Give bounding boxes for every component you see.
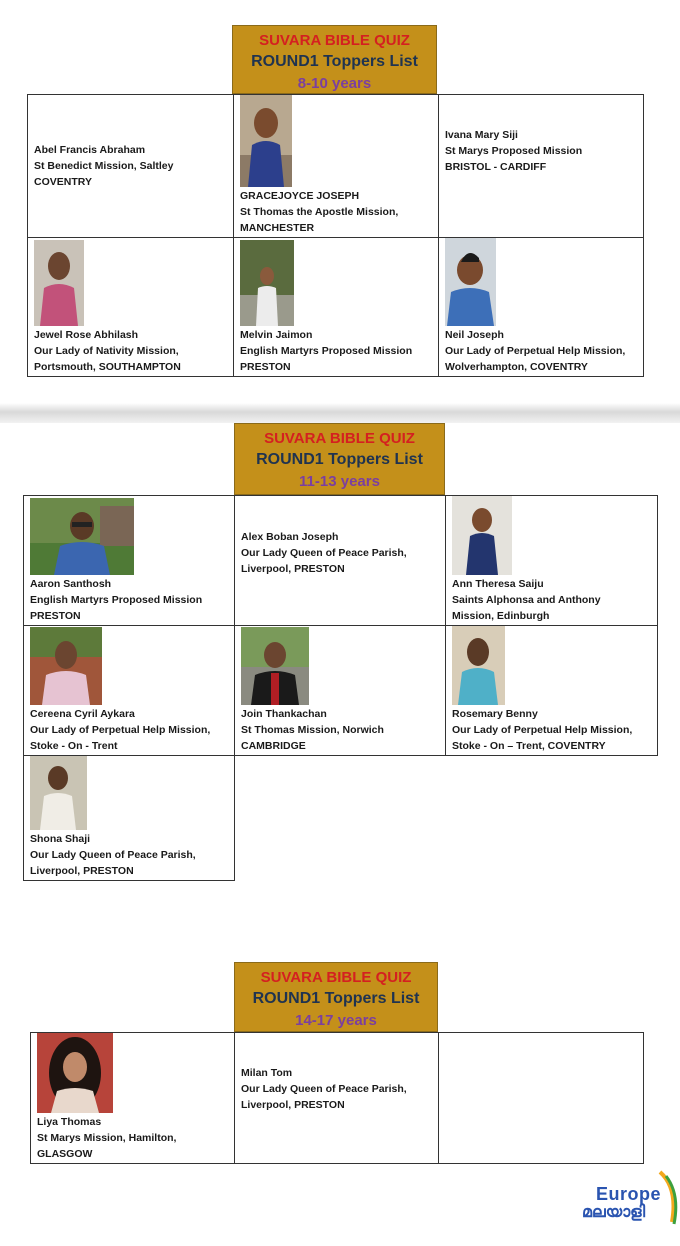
topper-name: Jewel Rose Abhilash: [34, 329, 139, 341]
topper-mission: Our Lady Queen of Peace Parish,: [241, 1083, 407, 1095]
europe-malayali-logo: [578, 1168, 680, 1230]
topper-cell: [234, 238, 439, 377]
topper-mission: St Marys Mission, Hamilton,: [37, 1132, 177, 1144]
toppers-table-11-13: [23, 495, 658, 881]
topper-name: Shona Shaji: [30, 833, 91, 845]
topper-location: Liverpool, PRESTON: [241, 563, 345, 575]
topper-name: Ann Theresa Saiju: [452, 578, 544, 590]
section-divider: [0, 403, 680, 423]
topper-location: BRISTOL - CARDIFF: [445, 161, 547, 173]
empty-cell: [439, 1033, 644, 1164]
topper-cell: [28, 238, 234, 377]
age-group: 14-17 years: [295, 1012, 377, 1029]
topper-mission: St Thomas Mission, Norwich: [241, 724, 384, 736]
section-header-14-17: [234, 962, 438, 1032]
topper-location: Stoke - On - Trent: [30, 740, 118, 752]
topper-cell: [446, 626, 658, 756]
topper-location: Portsmouth, SOUTHAMPTON: [34, 361, 181, 373]
topper-mission: English Martyrs Proposed Mission: [240, 345, 413, 357]
topper-name: GRACEJOYCE JOSEPH: [240, 190, 360, 202]
topper-cell: [235, 626, 446, 756]
topper-location: Liverpool, PRESTON: [241, 1099, 345, 1111]
topper-mission: Our Lady of Perpetual Help Mission,: [452, 724, 633, 736]
topper-mission: Our Lady of Nativity Mission,: [34, 345, 179, 357]
section-header-8-10: [232, 25, 437, 94]
topper-name: Alex Boban Joseph: [241, 531, 339, 543]
topper-name: Milan Tom: [241, 1067, 293, 1079]
topper-mission: Saints Alphonsa and Anthony: [452, 594, 601, 606]
round-subtitle: ROUND1 Toppers List: [256, 451, 423, 468]
topper-location: GLASGOW: [37, 1148, 93, 1160]
empty-cell: [235, 756, 446, 881]
section-header-11-13: [234, 423, 445, 495]
topper-name: Liya Thomas: [37, 1116, 102, 1128]
quiz-title: SUVARA BIBLE QUIZ: [264, 430, 415, 447]
topper-location: PRESTON: [240, 361, 291, 373]
topper-location: PRESTON: [30, 610, 81, 622]
empty-cell: [446, 756, 658, 881]
topper-mission: English Martyrs Proposed Mission: [30, 594, 203, 606]
topper-mission: Our Lady Queen of Peace Parish,: [30, 849, 196, 861]
topper-photo: [34, 240, 84, 326]
quiz-title: SUVARA BIBLE QUIZ: [259, 32, 410, 49]
topper-photo: [241, 627, 309, 705]
age-group: 11-13 years: [299, 473, 380, 490]
round-subtitle: ROUND1 Toppers List: [252, 990, 420, 1007]
topper-location: Stoke - On – Trent, COVENTRY: [452, 740, 606, 752]
round-subtitle: ROUND1 Toppers List: [251, 53, 418, 70]
topper-mission: St Thomas the Apostle Mission,: [240, 206, 399, 218]
topper-name: Cereena Cyril Aykara: [30, 708, 135, 720]
topper-mission: St Marys Proposed Mission: [445, 145, 583, 157]
topper-cell: [24, 756, 235, 881]
topper-location: Liverpool, PRESTON: [30, 865, 134, 877]
topper-photo: [452, 496, 512, 575]
topper-cell: [24, 626, 235, 756]
topper-name: Join Thankachan: [241, 708, 327, 720]
logo-script: മലയാളി: [582, 1204, 646, 1221]
topper-photo: [445, 238, 496, 326]
logo-word: Europe: [596, 1184, 662, 1204]
topper-cell: [234, 95, 439, 238]
topper-photo: [240, 95, 292, 187]
topper-name: Abel Francis Abraham: [34, 143, 146, 156]
topper-cell: [439, 95, 644, 238]
topper-mission: Our Lady Queen of Peace Parish,: [241, 547, 407, 559]
topper-name: Neil Joseph: [445, 329, 504, 341]
topper-location: COVENTRY: [34, 175, 92, 188]
topper-photo: [30, 756, 87, 830]
topper-name: Ivana Mary Siji: [445, 129, 518, 141]
topper-name: Aaron Santhosh: [30, 578, 112, 590]
topper-photo: [452, 626, 505, 705]
topper-mission: Our Lady of Perpetual Help Mission,: [30, 724, 211, 736]
topper-location: MANCHESTER: [240, 222, 315, 234]
topper-location: Wolverhampton, COVENTRY: [445, 361, 588, 373]
topper-mission: St Benedict Mission, Saltley: [34, 159, 174, 172]
toppers-table-14-17: [30, 1032, 644, 1164]
topper-mission: Our Lady of Perpetual Help Mission,: [445, 345, 626, 357]
topper-location: Mission, Edinburgh: [452, 610, 550, 622]
topper-cell: [446, 496, 658, 626]
topper-photo: [30, 627, 102, 705]
topper-cell: [439, 238, 644, 377]
toppers-table-8-10: [27, 94, 644, 377]
topper-name: Melvin Jaimon: [240, 329, 313, 341]
topper-photo: [30, 498, 134, 575]
topper-cell: [235, 496, 446, 626]
age-group: 8-10 years: [297, 75, 372, 92]
topper-photo: [240, 240, 294, 326]
topper-photo: [37, 1033, 113, 1113]
topper-cell: [28, 95, 234, 238]
topper-cell: [24, 496, 235, 626]
quiz-title: SUVARA BIBLE QUIZ: [260, 969, 412, 986]
topper-name: Rosemary Benny: [452, 708, 538, 720]
topper-cell: [235, 1033, 439, 1164]
topper-location: CAMBRIDGE: [241, 740, 306, 752]
topper-cell: [31, 1033, 235, 1164]
